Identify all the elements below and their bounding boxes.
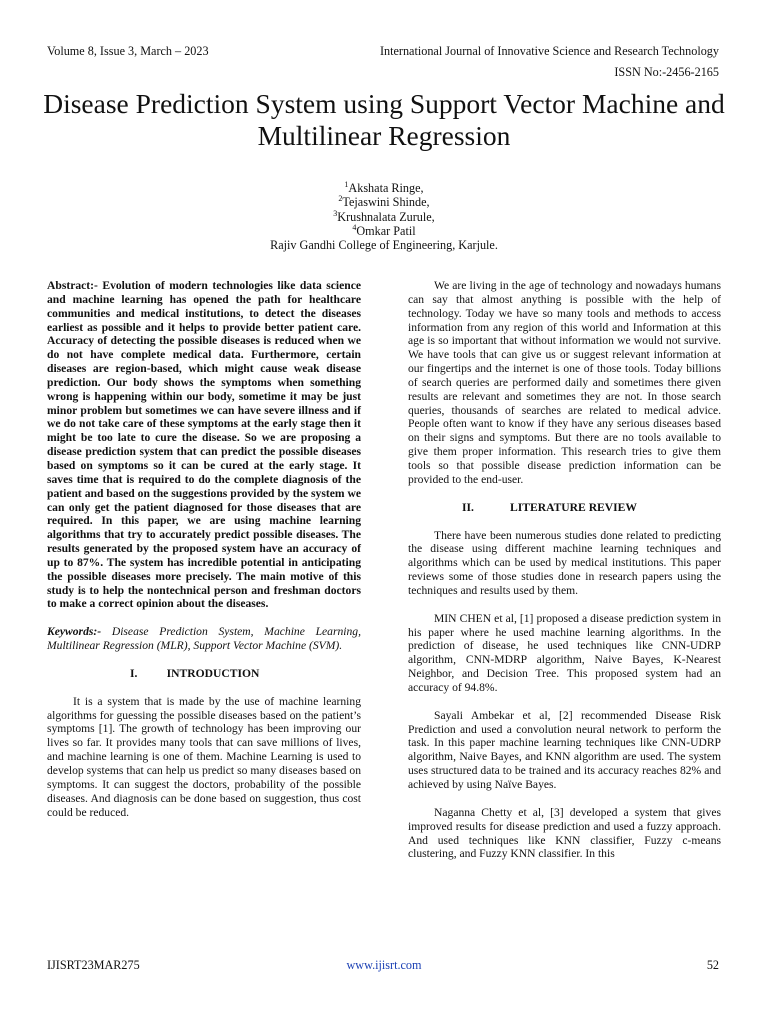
paper-title: Disease Prediction System using Support Vector Machine and Multilinear Regression (43, 88, 725, 151)
intro-paragraph-2: We are living in the age of technology and nowadays humans can say that almost anything is possible with the help of technology. Today we have so many tools and methods to access information from any region of this world and Information at this age is so important that without information we would not survive. We have tools that can give us or suggest relevant information at our fingertips and the internet is one of those tools. Today billions of search queries are performed daily and sometimes there given results are relevant and sometimes they are not. In those search queries, thousands of searches are related to medical advice. People often want to know if they have any serious diseases based on their signs and symptoms. But there are no tools available to give them proper information. This research tries to give them tools so that possible disease prediction information can be provided to the end-user. (408, 279, 721, 486)
keywords: Keywords:- Disease Prediction System, Machine Learning, Multilinear Regression (MLR), Support Vector Machine (SVM). (47, 625, 361, 653)
intro-paragraph-1: It is a system that is made by the use of machine learning algorithms for guessing the possible diseases based on the patient’s symptoms [1]. The growth of technology has been improving our lives so far. It provides many tools that can save millions of lives, and machine learning is one of them. Machine Learning is used to develop systems that can help us predict so many diseases based on symptoms. It can suggest the doctors, probability of the possible diseases. And diagnosis can be done based on suggestion, thus cost could be reduced. (47, 694, 361, 819)
footer-page-number: 52 (706, 958, 719, 972)
header-volume: Volume 8, Issue 3, March – 2023 (47, 44, 209, 58)
left-column (47, 279, 361, 819)
lit-paragraph-4: Naganna Chetty et al, [3] developed a system that gives improved results for disease prediction and used a fuzzy approach. And used techniques like KNN classifier, Fuzzy c-means clustering, and Fuzzy KNN classifier. In this (408, 805, 721, 861)
lit-paragraph-2: MIN CHEN et al, [1] proposed a disease prediction system in his paper where he used machine learning algorithms. In the prediction of disease, he used techniques like CNN-UDRP algorithm, CNN-MDRP algorithm, Naive Bayes, K-Nearest Neighbor, and Decision Tree. This proposed system had an accuracy of 94.8%. (408, 611, 721, 694)
lit-paragraph-1: There have been numerous studies done related to predicting the disease using different machine learning techniques and algorithms which can be used by medical institutions. This paper reviews some of those studies done in research papers using the techniques and results used by them. (408, 528, 721, 597)
footer-paper-id: IJISRT23MAR275 (47, 958, 140, 972)
author-3: $^3$Krushnalata Zurule, (333, 208, 435, 224)
author-4: $^4$Omkar Patil (352, 222, 416, 238)
header-journal: International Journal of Innovative Science and Research Technology (379, 44, 719, 58)
affiliation: Rajiv Gandhi College of Engineering, Karjule. (270, 238, 498, 253)
author-1: $^1$Akshata Ringe, (344, 180, 424, 195)
header-issn: ISSN No:-2456-2165 (614, 65, 719, 79)
section-heading-introduction: I. INTRODUCTION (130, 666, 260, 680)
abstract: Abstract:- Evolution of modern technologies like data science and machine learning has opened the path for healthcare communities and medical institutions, to detect the diseases earliest as possible and it helps to provide better patient care. Accuracy of detecting the possible diseases is reduced when we do not have complete medical data. Furthermore, certain diseases are region-based, which might cause weak disease prediction. Our body shows the symptoms when something wrong is happening within our body, sometime it may be just minor problem but sometimes we can have severe illness and if we do not take care of these symptoms at the early stage then it might be too late to cure the disease. So we are proposing a disease prediction system that can predict the possible diseases based on symptoms so it can be cured at the early stage. It saves time that is required to do the complete diagnosis of the patient and based on the suggestions provided by the system we can only get the patient diagnosed for those diseases that are required. In this paper, we are using machine learning algorithms that try to accurately predict possible diseases. The results generated by the proposed system have an accuracy of up to 87%. The system has incredible potential in anticipating the possible diseases more precisely. The main motive of this study is to help the nontechnical person and freshman doctors to make a correct opinion about the diseases. (47, 279, 361, 611)
section-heading-literature-review: II. LITERATURE REVIEW (462, 500, 638, 514)
footer-url-link[interactable]: www.ijisrt.com (346, 958, 422, 972)
author-block (0, 181, 768, 252)
right-column (408, 279, 721, 861)
author-2: $^2$Tejaswini Shinde, (338, 194, 430, 210)
lit-paragraph-3: Sayali Ambekar et al, [2] recommended Disease Risk Prediction and used a convolution neural network to perform the task. In this paper machine learning techniques like CNN-UDRP algorithm, Naive Bayes, and KNN algorithm are used. The system uses structured data to be trained and its accuracy reaches 82% and achieved by using Naïve Bayes. (408, 708, 721, 791)
